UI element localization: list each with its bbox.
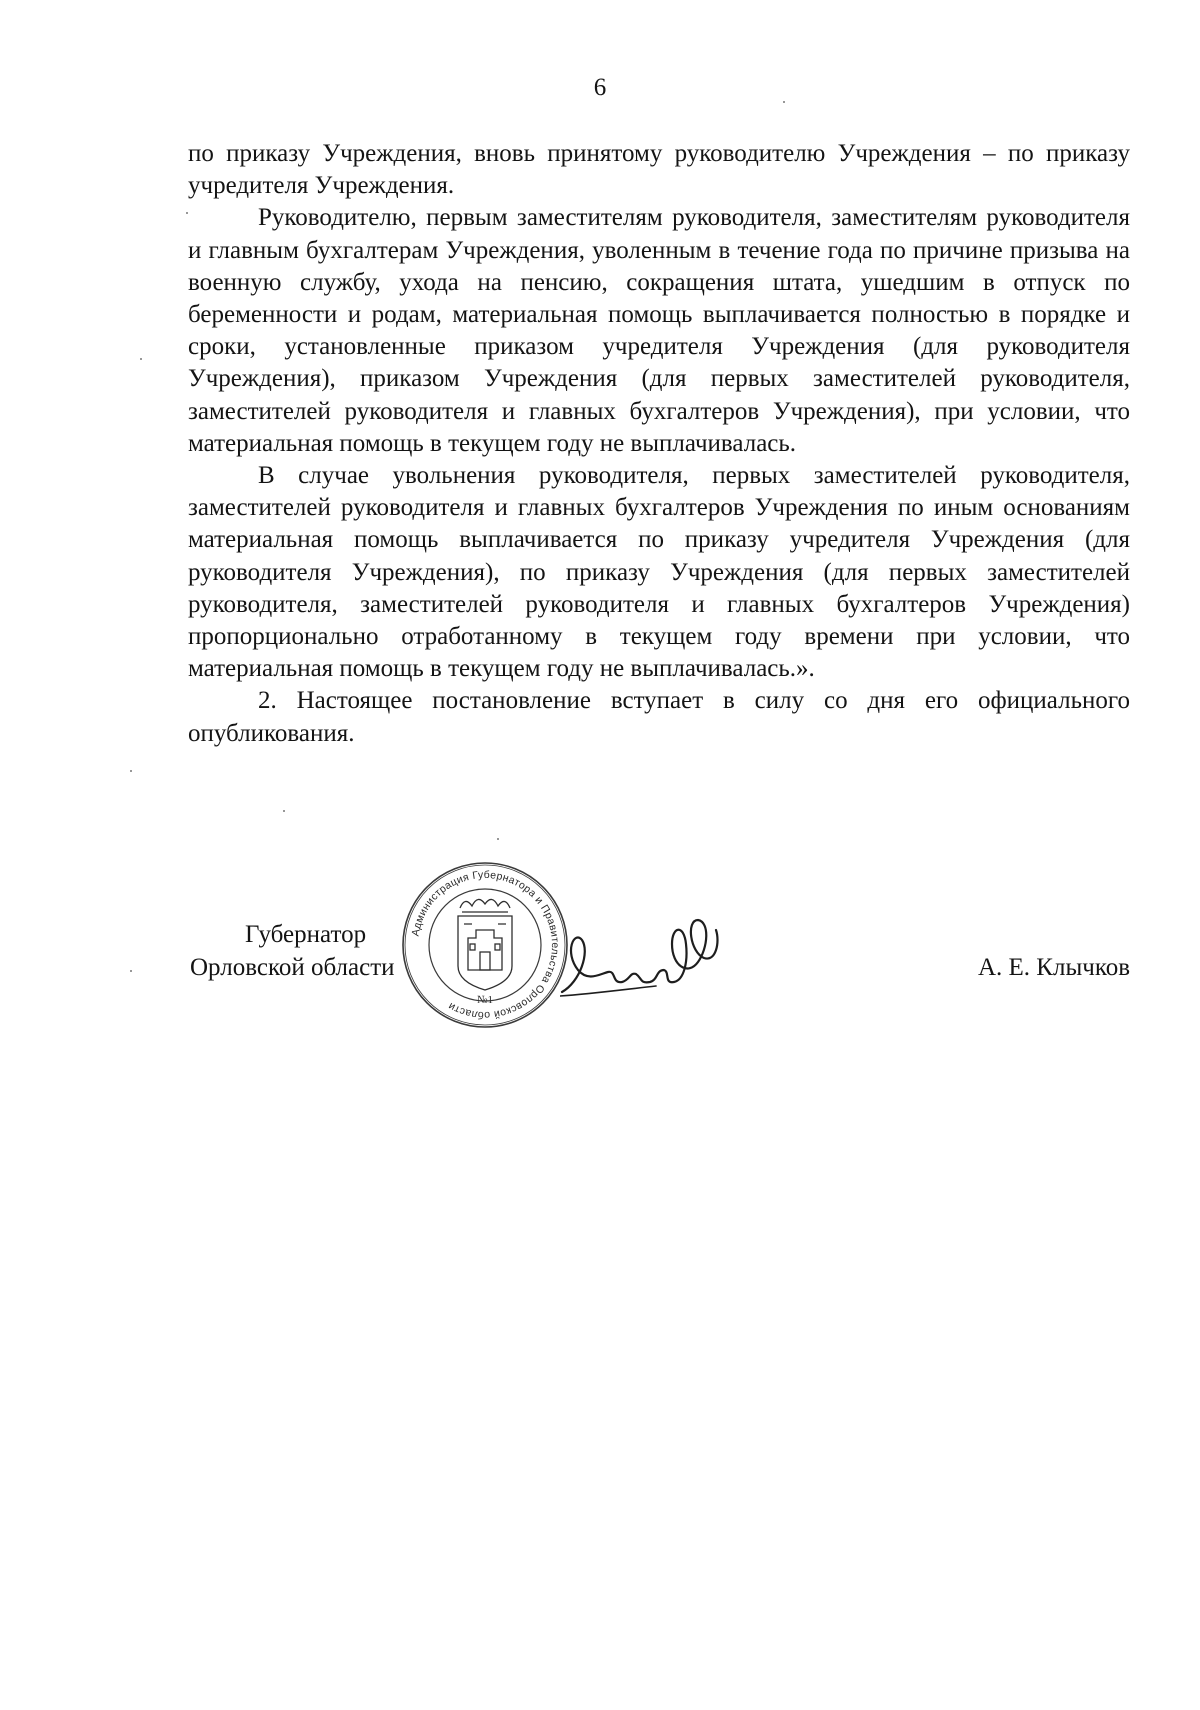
document-body	[188, 138, 1130, 750]
handwritten-signature	[560, 912, 730, 1012]
coat-of-arms-icon	[458, 899, 512, 990]
signer-name: А. Е. Клычков	[977, 954, 1130, 981]
scan-speck	[783, 101, 785, 103]
seal-text: Администрация Губернатора и Правительства Орловской области	[409, 868, 562, 1022]
paragraph: Руководителю, первым заместителям руководителя, заместителям руководителя и главным бухгалтерам Учреждения, уволенным в течение года по причине призыва на военную службу, ухода на пенсию, сокращения штата, ушедшим в отпуск по беременности и родам, материальная помощь выплачивается полностью в порядке и сроки, установленные приказом учредителя Учреждения (для руководителя Учреждения), приказом Учреждения (для первых заместителей руководителя, заместителей руководителя и главных бухгалтеров Учреждения), при условии, что материальная помощь в текущем году не выплачивалась.	[188, 204, 1130, 457]
signer-position: Губернатор	[245, 921, 367, 948]
scan-speck	[130, 970, 132, 972]
official-seal	[400, 860, 570, 1030]
paragraph: по приказу Учреждения, вновь принятому руководителю Учреждения – по приказу учредителя Учреждения.	[188, 140, 1130, 200]
page-number: 6	[593, 74, 607, 101]
signature-block	[0, 852, 1200, 1052]
seal-number: №1	[477, 994, 493, 1006]
signer-region: Орловской области	[190, 954, 395, 981]
scan-speck	[140, 358, 142, 360]
scan-speck	[497, 838, 499, 840]
scan-speck	[130, 770, 132, 772]
scan-speck	[186, 212, 188, 214]
scan-speck	[283, 810, 285, 812]
paragraph: 2. Настоящее постановление вступает в силу со дня его официального опубликования.	[188, 687, 1130, 747]
paragraph: В случае увольнения руководителя, первых заместителей руководителя, заместителей руководителя и главных бухгалтеров Учреждения по иным основаниям материальная помощь выплачивается по приказу учредителя Учреждения (для руководителя Учреждения), по приказу Учреждения (для первых заместителей руководителя, заместителей руководителя и главных бухгалтеров Учреждения) пропорционально отработанному в текущем году времени при условии, что материальная помощь в текущем году не выплачивалась.».	[188, 462, 1130, 683]
